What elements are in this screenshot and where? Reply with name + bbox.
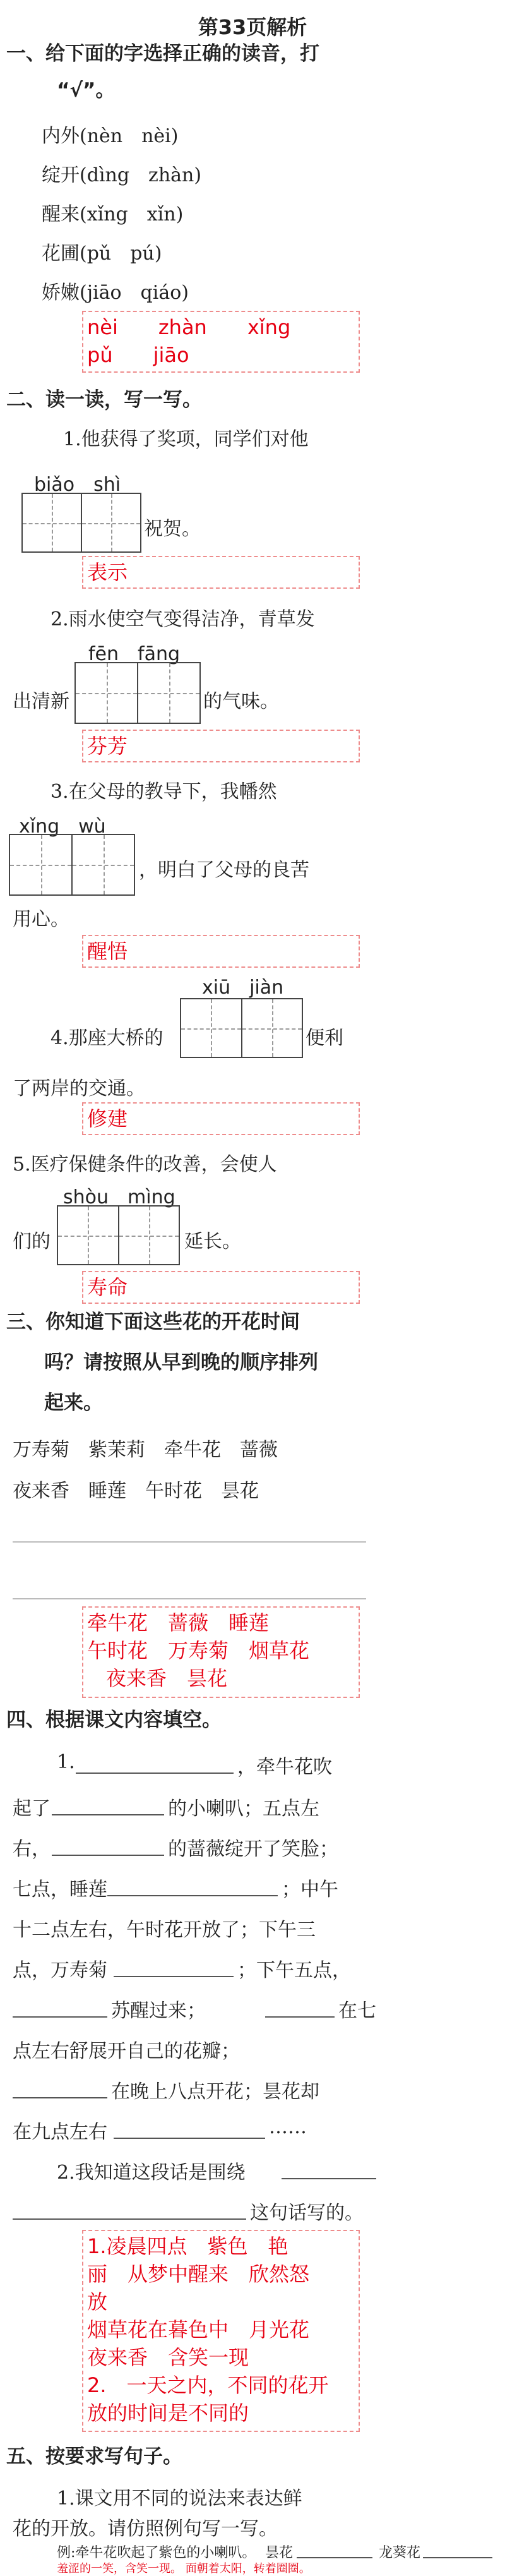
sec4-p1-end: ，牵牛花吹 [237, 1756, 332, 1778]
sec4-q2a: 2.我知道这段话是围绕 [57, 2162, 246, 2184]
sec2-q5-pinyin: shòu mìng [63, 1186, 175, 1208]
sec3-rule-2 [13, 1598, 366, 1599]
sec1-answer-line1: nèi zhàn xǐng [87, 315, 291, 339]
sec2-q5-after: 延长。 [184, 1231, 241, 1253]
sec4-p6a: 点，万寿菊 [13, 1959, 107, 1982]
sec5-answer-line2: 面朝着太阳，转着圈圈。 [185, 2562, 311, 2575]
sec2-q4-answer-box [82, 1102, 360, 1135]
sec2-q5-before: 们的 [13, 1231, 50, 1253]
sec4-blank-11 [13, 2218, 246, 2220]
sec2-q1-text: 1.他获得了奖项，同学们对他 [63, 428, 309, 450]
sec5-tan: 昙花 [265, 2545, 294, 2561]
sec4-blank-4 [107, 1895, 278, 1896]
sec2-q1-after: 祝贺。 [144, 518, 201, 540]
sec2-q1-grid [21, 493, 141, 553]
sec4-answer-line5: 夜来香 含笑一现 [87, 2345, 249, 2369]
sec4-blank-6 [13, 2016, 107, 2018]
sec5-answer-line1: 羞涩的一笑，含笑一现。 [57, 2562, 182, 2575]
sec2-q2-pinyin: fēn fāng [88, 643, 181, 665]
sec4-p3a: 右， [13, 1838, 50, 1860]
section1-heading-line1: 一、给下面的字选择正确的读音，打 [6, 42, 319, 65]
sec2-q1-answer: 表示 [87, 560, 128, 584]
sec2-q4-after: 便利 [306, 1027, 343, 1049]
sec5-blank-2 [423, 2557, 492, 2558]
section3-heading-line2: 吗？请按照从早到晚的顺序排列 [44, 1351, 318, 1374]
sec4-answer-line1: 1.凌晨四点 紫色 艳 [87, 2234, 288, 2258]
sec4-blank-7 [265, 2016, 335, 2018]
section2-heading: 二、读一读，写一写。 [6, 388, 202, 411]
sec4-q2b: 这句话写的。 [250, 2202, 364, 2224]
sec3-answer-line1: 牵牛花 蔷薇 睡莲 [87, 1611, 270, 1635]
sec4-blank-1 [76, 1773, 234, 1774]
section4-heading: 四、根据课文内容填空。 [6, 1709, 222, 1731]
sec2-q3-pinyin: xǐng wù [19, 816, 106, 838]
sec5-example: 例:牵牛花吹起了紫色的小喇叭。 [57, 2545, 256, 2561]
sec2-q5-grid [57, 1205, 180, 1265]
sec4-p9b: 在晚上八点开花；昙花却 [111, 2081, 319, 2103]
sec2-q4-line2: 了两岸的交通。 [13, 1078, 145, 1100]
sec2-q2-text: 2.雨水使空气变得洁净，青草发 [50, 608, 315, 630]
section5-heading: 五、按要求写句子。 [6, 2445, 182, 2468]
sec2-q3-after: ，明白了父母的良苦 [139, 859, 309, 881]
sec5-q1-line2: 花的开放。请仿照例句写一写。 [13, 2518, 278, 2540]
sec4-p7a: 苏醒过来； [111, 2000, 206, 2022]
page-title: 第33页解析 [198, 15, 307, 39]
sec2-q3-line2: 用心。 [13, 908, 69, 930]
sec4-p2b: 的小喇叭；五点左 [168, 1798, 319, 1820]
sec4-p4b: ；中午 [282, 1879, 338, 1901]
sec4-p8: 点左右舒展开自己的花瓣； [13, 2040, 240, 2062]
sec1-item-1: 内外(nèn nèi) [42, 125, 179, 147]
sec5-kui: 龙葵花 [379, 2545, 421, 2561]
sec4-answer-box [82, 2230, 360, 2432]
sec2-q2-before: 出清新 [13, 690, 69, 713]
sec4-p5: 十二点左右，午时花开放了；下午三 [13, 1919, 316, 1941]
sec4-p6b: ；下午五点， [237, 1959, 351, 1982]
sec4-answer-line4: 烟草花在暮色中 月光花 [87, 2318, 310, 2342]
sec4-answer-line2: 丽 从梦中醒来 欣然怒 [87, 2262, 310, 2286]
sec3-answer-line3: 夜来香 昙花 [106, 1666, 228, 1690]
sec1-item-4: 花圃(pǔ pú) [42, 243, 162, 265]
sec4-p2a: 起了 [13, 1798, 50, 1820]
sec4-p3b: 的蔷薇绽开了笑脸； [168, 1838, 338, 1860]
sec2-q4-answer: 修建 [87, 1107, 128, 1131]
sec2-q4-pinyin: xiū jiàn [202, 977, 284, 999]
sec4-p4: 七点，睡莲 [13, 1879, 107, 1901]
sec3-answer-line2: 午时花 万寿菊 烟草花 [87, 1639, 310, 1663]
sec1-answer-line2: pǔ jiāo [87, 343, 189, 367]
sec3-answer-box [82, 1606, 360, 1698]
section1-heading-line2: “√”。 [57, 79, 116, 102]
sec3-rule-1 [13, 1541, 366, 1543]
sec2-q4-before: 4.那座大桥的 [50, 1027, 163, 1049]
sec2-q3-text: 3.在父母的教导下，我幡然 [50, 781, 277, 803]
sec5-blank-1 [297, 2557, 372, 2558]
sec2-q3-grid [9, 834, 135, 896]
sec2-q2-answer-box [82, 730, 360, 762]
section3-heading-line1: 三、你知道下面这些花的开花时间 [6, 1311, 300, 1333]
sec4-answer-line6: 2. 一天之内，不同的花开 [87, 2373, 329, 2397]
sec5-q1-line1: 1.课文用不同的说法来表达鲜 [57, 2488, 302, 2510]
sec2-q3-answer-box [82, 935, 360, 968]
sec4-blank-2 [52, 1814, 164, 1815]
sec5-answer-box [57, 2560, 311, 2576]
sec2-q3-answer: 醒悟 [87, 939, 128, 963]
sec2-q2-answer: 芬芳 [87, 734, 128, 758]
sec4-blank-8 [13, 2097, 107, 2098]
sec2-q2-after: 的气味。 [203, 690, 279, 713]
sec4-p1: 1. [57, 1751, 75, 1773]
sec2-q4-grid [180, 998, 303, 1058]
sec4-answer-line3: 放 [87, 2290, 108, 2314]
sec2-q1-pinyin: biǎo shì [34, 474, 121, 496]
sec2-q1-answer-box [82, 556, 360, 589]
sec2-q5-text: 5.医疗保健条件的改善，会使人 [13, 1153, 277, 1176]
sec1-item-5: 娇嫩(jiāo qiáo) [42, 282, 189, 304]
sec4-p10: 在九点左右 [13, 2121, 107, 2143]
sec2-q5-answer: 寿命 [87, 1275, 128, 1299]
sec2-q5-answer-box [82, 1271, 360, 1304]
sec3-flowers-line2: 夜来香 睡莲 午时花 昙花 [13, 1480, 259, 1502]
sec4-blank-9 [114, 2138, 265, 2139]
sec4-blank-10 [282, 2178, 376, 2179]
section3-heading-line3: 起来。 [44, 1392, 103, 1414]
sec4-blank-5 [114, 1976, 234, 1977]
sec4-p7b: 在七 [338, 2000, 376, 2022]
sec2-q2-grid [74, 662, 201, 724]
sec1-answer-box [82, 311, 360, 373]
sec4-answer-line7: 放的时间是不同的 [87, 2401, 249, 2425]
sec4-blank-3 [52, 1855, 164, 1856]
sec1-item-2: 绽开(dìng zhàn) [42, 164, 202, 186]
sec4-p10b: …… [269, 2116, 307, 2138]
sec3-flowers-line1: 万寿菊 紫茉莉 牵牛花 蔷薇 [13, 1439, 278, 1461]
sec1-item-3: 醒来(xǐng xǐn) [42, 203, 184, 226]
